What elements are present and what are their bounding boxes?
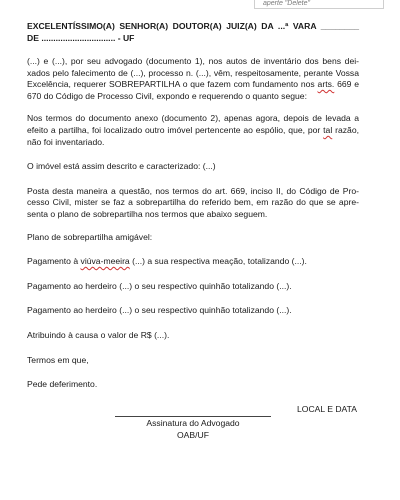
paragraph-payment-heir-2: Pagamento ao herdeiro (...) o seu respectivo quinhão totalizando (...). xyxy=(27,305,292,316)
payment-widow-text-b: (...) a sua respectiva meação, totalizando (...). xyxy=(129,256,307,267)
signature-name: Assinatura do Advogado xyxy=(146,418,240,428)
paragraph-plan-title: Plano de sobrepartilha amigável: xyxy=(27,231,153,242)
spellcheck-word-viuva-meeira: viúva-meeira xyxy=(80,256,130,267)
paragraph-payment-heir-1: Pagamento ao herdeiro (...) o seu respectivo quinhão totalizando (...). xyxy=(27,280,292,291)
delete-hint-box: aperte "Delete" xyxy=(254,0,384,9)
signature-oab: OAB/UF xyxy=(177,429,209,440)
paragraph-payment-widow xyxy=(27,256,359,268)
header-addressee-line2: DE ............................... - UF xyxy=(27,33,135,43)
paragraph-intro-text-a: (...) e (...), por seu advogado (documento 1), nos autos de inventário dos bens dei-xados pelo falecimento de (...), processo n. (...), vêm, respeitosamente, perante Vossa Excelência, requerer SOBREPARTILHA o que fazem com fundamento nos xyxy=(27,56,359,90)
paragraph-closing-terms: Termos em que, xyxy=(27,354,89,365)
paragraph-legal-basis: Posta desta maneira a questão, nos termos do art. 669, inciso II, do Código de Pro-cesso Civil, mister se faz a sobrepartilha do referido bem, em razão do que se apre-senta o plano de sobrepartilha nos termos que abaixo seguem. xyxy=(27,185,359,219)
paragraph-new-property-text-b: razão, não foi inventariado. xyxy=(27,124,359,147)
paragraph-case-value: Atribuindo à causa o valor de R$ (...). xyxy=(27,329,170,340)
payment-widow-text-a: Pagamento à xyxy=(27,256,81,267)
petition-body xyxy=(27,20,359,415)
paragraph-intro xyxy=(27,56,359,102)
paragraph-new-property xyxy=(27,113,359,148)
paragraph-new-property-text-a: Nos termos do documento anexo (documento 2), apenas agora, depois de levada a efeito a partilha, foi localizado outro imóvel pertencente ao espólio, que, por xyxy=(27,113,359,135)
place-and-date: LOCAL E DATA xyxy=(296,403,357,414)
paragraph-closing-request: Pede deferimento. xyxy=(27,379,98,390)
header-addressee-line1: EXCELENTÍSSIMO(A) SENHOR(A) DOUTOR(A) JUIZ(A) DA ...ª VARA ________ xyxy=(27,21,359,31)
paragraph-property-description: O imóvel está assim descrito e caracterizado: (...) xyxy=(27,161,216,172)
spellcheck-word-arts: arts. xyxy=(317,79,335,90)
paragraph-intro-text-b: 669 e 670 do Código de Processo Civil, expondo e requerendo o quanto segue: xyxy=(27,79,359,101)
spellcheck-word-tal: tal xyxy=(323,124,333,135)
signature-line xyxy=(115,416,271,417)
signature-block xyxy=(115,416,271,441)
